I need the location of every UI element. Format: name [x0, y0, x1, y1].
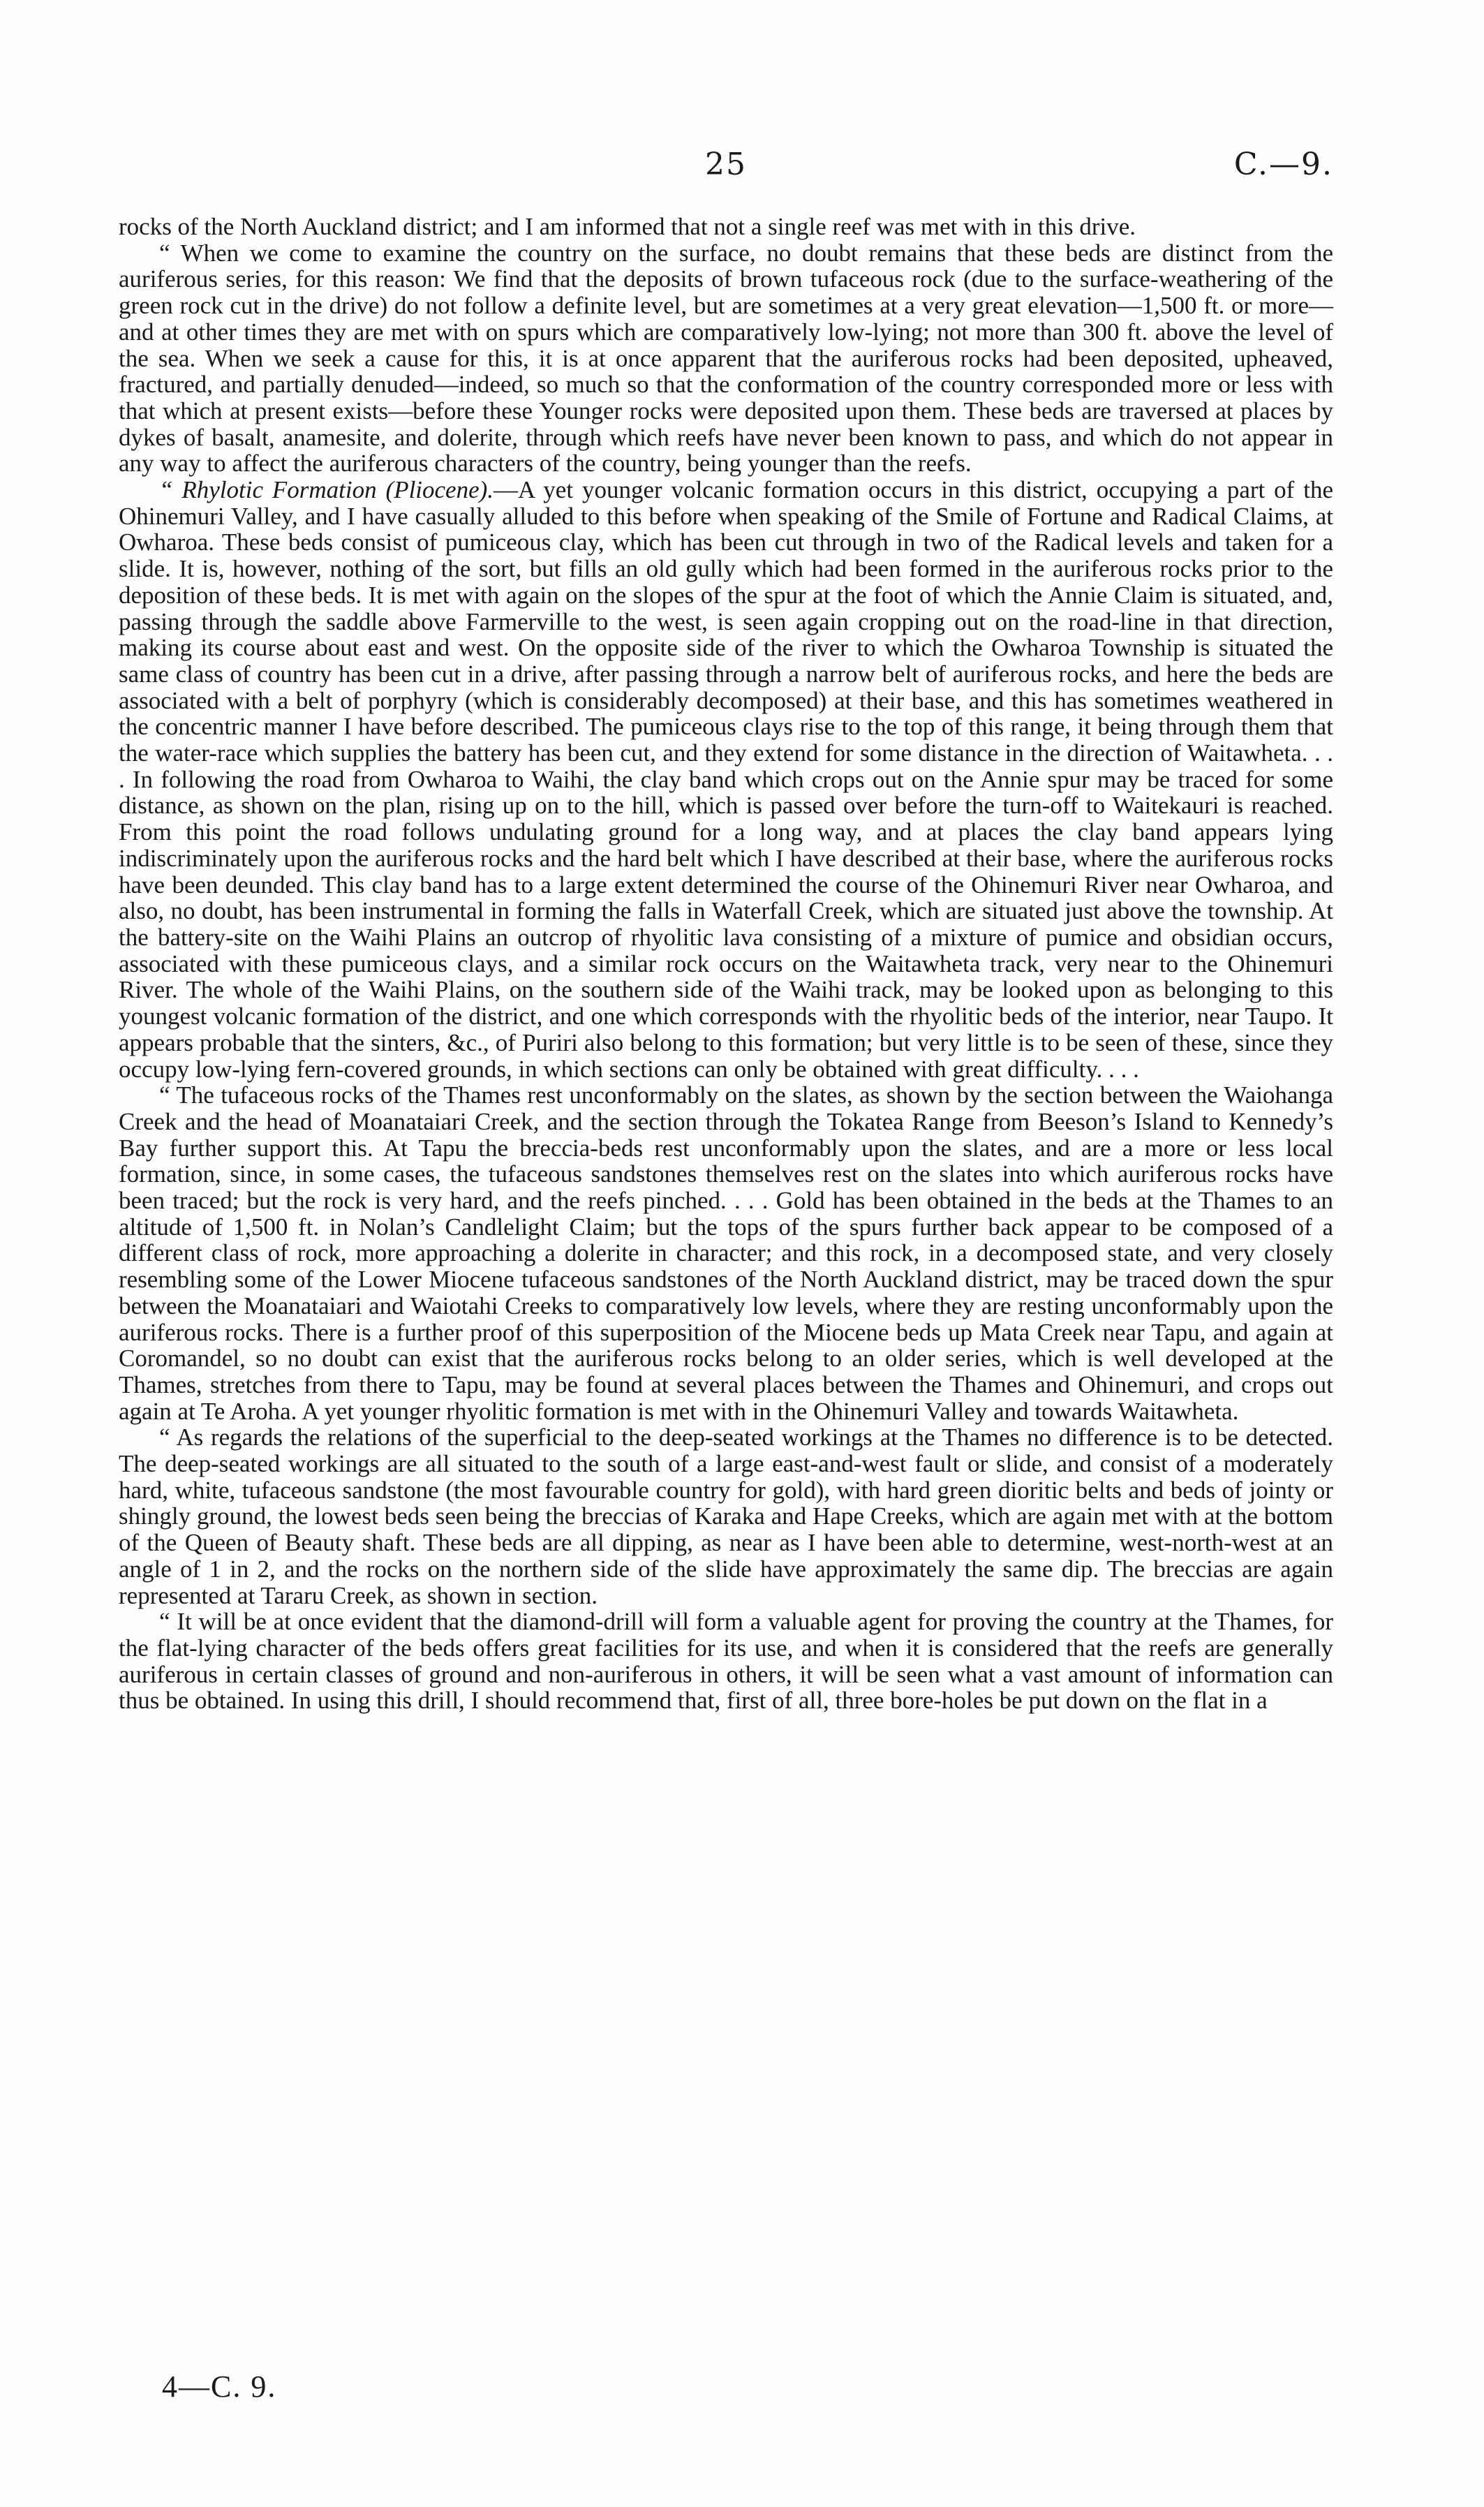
signature-mark: 4—C. 9. — [162, 2369, 277, 2404]
paragraph: “ When we come to examine the country on the surface, no doubt remains that these beds are distinct from the auriferous series, for this reason: We find that the deposits of brown tufaceous rock (due to the surface-weathering of the green rock cut in the drive) do not follow a definite level, but are sometimes at a very great elevation—1,500 ft. or more—and at other times they are met with on spurs which are comparatively low-lying; not more than 300 ft. above the level of the sea. When we seek a cause for this, it is at once apparent that the auriferous rocks had been deposited, upheaved, fractured, and partially denuded—indeed, so much so that the conformation of the country corresponded more or less with that which at present exists—before these Younger rocks were deposited upon them. These beds are traversed at places by dykes of basalt, anamesite, and dolerite, through which reefs have never been known to pass, and which do not appear in any way to affect the auriferous characters of the country, being younger than the reefs. — [119, 239, 1333, 478]
body-text — [119, 214, 1333, 1714]
page-header — [119, 147, 1333, 195]
paragraph-text: —A yet younger volcanic formation occurs in this district, occupying a part of the Ohinemuri Valley, and I have casually alluded to this before when speaking of the Smile of Fortune and Radical Claims, at Owharoa. These beds consist of pumiceous clay, which has been cut through in two of the Radical levels and taken for a slide. It is, however, nothing of the sort, but fills an old gully which had been formed in the auriferous rocks prior to the deposition of these beds. It is met with again on the slopes of the spur at the foot of which the Annie Claim is situated, and, passing through the saddle above Farmerville to the west, is seen again cropping out on the road-line in that direction, making its course about east and west. On the opposite side of the river to which the Owharoa Township is situated the same class of country has been cut in a drive, after passing through a narrow belt of auriferous rocks, and here the beds are associated with a belt of porphyry (which is considerably decomposed) at their base, and this has sometimes weathered in the concentric manner I have before described. The pumiceous clays rise to the top of this range, it being through them that the water-race which supplies the battery has been cut, and they extend for some distance in the direction of Waitawheta. . . . In following the road from Owharoa to Waihi, the clay band which crops out on the Annie spur may be traced for some distance, as shown on the plan, rising up on to the hill, which is passed over before the turn-off to Waitekauri is reached. From this point the road follows undulating ground for a long way, and at places the clay band appears lying indiscriminately upon the auriferous rocks and the hard belt which I have described at their base, where the auriferous rocks have been deunded. This clay band has to a large extent determined the course of the Ohinemuri River near Owharoa, and also, no doubt, has been instrumental in forming the falls in Waterfall Creek, which are situated just above the township. At the battery-site on the Waihi Plains an outcrop of rhyolitic lava consisting of a mixture of pumice and obsidian occurs, associated with these pumiceous clays, and a similar rock occurs on the Waitawheta track, very near to the Ohinemuri River. The whole of the Waihi Plains, on the southern side of the Waihi track, may be looked upon as belonging to this youngest volcanic formation of the district, and one which corresponds with the rhyolitic beds of the interior, near Taupo. It appears probable that the sinters, &c., of Puriri also belong to this formation; but very little is to be seen of these, since they occupy low-lying fern-covered grounds, in which sections can only be obtained with great difficulty. . . . — [119, 476, 1333, 1083]
document-reference: C.—9. — [1233, 147, 1333, 182]
paragraph: rocks of the North Auckland district; and I am informed that not a single reef was met with in this drive. — [119, 213, 1136, 240]
paragraph — [119, 477, 1333, 1082]
page-number: 25 — [705, 147, 747, 182]
section-heading: “ Rhylotic Formation (Pliocene). — [159, 476, 494, 504]
paragraph: “ The tufaceous rocks of the Thames rest unconformably on the slates, as shown by the section between the Waiohanga Creek and the head of Moanataiari Creek, and the section through the Tokatea Range from Beeson’s Island to Kennedy’s Bay further support this. At Tapu the breccia-beds rest unconformably upon the slates, and are a more or less local formation, since, in some cases, the tufaceous sandstones themselves rest on the slates into which auriferous rocks have been traced; but the rock is very hard, and the reefs pinched. . . . Gold has been obtained in the beds at the Thames to an altitude of 1,500 ft. in Nolan’s Candlelight Claim; but the tops of the spurs further back appear to be composed of a different class of rock, more approaching a dolerite in character; and this rock, in a decomposed state, and very closely resembling some of the Lower Miocene tufaceous sandstones of the North Auckland district, may be traced down the spur between the Moanataiari and Waiotahi Creeks to comparatively low levels, where they are resting unconformably upon the auriferous rocks. There is a further proof of this superposition of the Miocene beds up Mata Creek near Tapu, and again at Coromandel, so no doubt can exist that the auriferous rocks belong to an older series, which is well developed at the Thames, stretches from there to Tapu, may be found at several places between the Thames and Ohinemuri, and crops out again at Te Aroha. A yet younger rhyolitic formation is met with in the Ohinemuri Valley and towards Waitawheta. — [119, 1081, 1333, 1425]
paragraph: “ It will be at once evident that the diamond-drill will form a valuable agent for proving the country at the Thames, for the flat-lying character of the beds offers great facilities for its use, and when it is considered that the reefs are generally auriferous in certain classes of ground and non-auriferous in others, it will be seen what a vast amount of information can thus be obtained. In using this drill, I should recommend that, first of all, three bore-holes be put down on the flat in a — [119, 1608, 1333, 1715]
paragraph: “ As regards the relations of the superficial to the deep-seated workings at the Thames no difference is to be detected. The deep-seated workings are all situated to the south of a large east-and-west fault or slide, and consist of a moderately hard, white, tufaceous sandstone (the most favourable country for gold), with hard green dioritic belts and beds of jointy or shingly ground, the lowest beds seen being the breccias of Karaka and Hape Creeks, which are again met with at the bottom of the Queen of Beauty shaft. These beds are all dipping, as near as I have been able to determine, west-north-west at an angle of 1 in 2, and the rocks on the northern side of the slide have approximately the same dip. The breccias are again represented at Tararu Creek, as shown in section. — [119, 1423, 1333, 1609]
